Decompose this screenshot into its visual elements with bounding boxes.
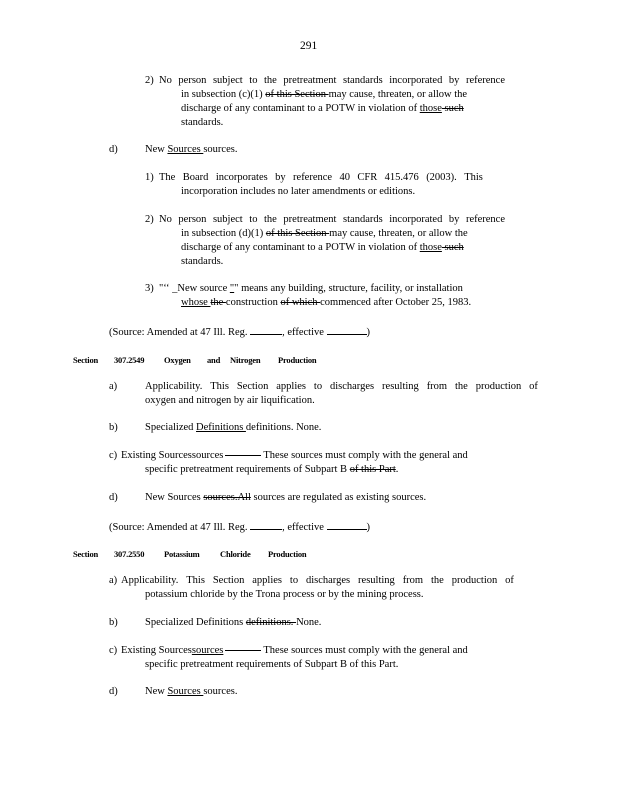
word: from (426, 381, 448, 392)
word: of (529, 381, 538, 392)
word: applies (276, 381, 306, 392)
paragraph-line (181, 296, 471, 309)
section-title-word: Nitrogen (230, 355, 261, 365)
text: " means any building, structure, facility, or installation (234, 283, 463, 294)
text: sources are regulated as existing sources. (250, 492, 427, 503)
section-title-word: Production (278, 355, 317, 365)
paragraph-line (181, 88, 467, 101)
word: discharges (329, 381, 375, 392)
word: Board (182, 172, 209, 183)
section-label: Section (73, 549, 99, 559)
item-label: b) (109, 617, 118, 628)
text: , effective (282, 327, 324, 338)
inserted-text: whose (181, 297, 211, 308)
word: resulting (382, 381, 419, 392)
word: applies (252, 575, 282, 586)
word: Applicability. (145, 381, 203, 392)
section-number: 307.2549 (114, 355, 145, 365)
word: reference (293, 172, 333, 183)
word: Section (236, 381, 269, 392)
text: ) (366, 522, 371, 533)
word: to (249, 75, 258, 86)
em-dash (225, 455, 261, 456)
text: , effective (282, 522, 324, 533)
word: by (448, 214, 460, 225)
word: incorporated (389, 75, 443, 86)
text: (Source: Amended at 47 Ill. Reg. (109, 522, 248, 533)
paragraph-line: potassium chloride by the Trona process or by the mining process. (145, 589, 424, 600)
word: production (451, 575, 498, 586)
text: (Source: Amended at 47 Ill. Reg. (109, 327, 248, 338)
text: . (395, 464, 399, 475)
blank-line (327, 519, 367, 530)
source-note (109, 519, 370, 534)
struck-text: of which (280, 297, 321, 308)
paragraph-line: standards. (181, 117, 224, 128)
item-label: 2) (145, 214, 154, 225)
text: discharge of any contaminant to a POTW in violation of (181, 103, 420, 114)
item-label: d) (109, 492, 118, 503)
text: definitions. None. (245, 422, 322, 433)
text: specific pretreatment requirements of Subpart B (145, 464, 350, 475)
text: construction (225, 297, 281, 308)
paragraph-line: specific pretreatment requirements of Subpart B of this Part. (145, 659, 399, 670)
inserted-text: those (419, 242, 442, 253)
paragraph-line (181, 102, 464, 115)
word: reference (465, 75, 505, 86)
word: (2003). (426, 172, 457, 183)
text: These sources must comply with the general and (263, 450, 468, 461)
struck-text: of this Section (265, 228, 330, 239)
word: the (455, 381, 468, 392)
em-dash (225, 650, 261, 651)
inserted-text: Sources (167, 144, 204, 155)
paragraph-line (159, 213, 505, 226)
paragraph-line: standards. (181, 256, 224, 267)
word: incorporates (215, 172, 268, 183)
text: New Sources (145, 492, 204, 503)
word: production (475, 381, 522, 392)
word: person (178, 214, 207, 225)
word: by (275, 172, 286, 183)
word: by (448, 75, 460, 86)
text: These sources must comply with the general and (263, 645, 468, 656)
word: standards (343, 214, 383, 225)
paragraph-line (121, 644, 468, 657)
word: No (159, 214, 172, 225)
word: subject (212, 75, 243, 86)
text: "‘‘ _New source (159, 283, 230, 294)
text: Existing Sources (121, 645, 192, 656)
blank-line (250, 519, 282, 530)
struck-text: sources.All (203, 492, 251, 503)
struck-text: of this Section (265, 89, 329, 100)
word: the (264, 214, 277, 225)
word: standards (343, 75, 383, 86)
item-label: 3) (145, 283, 154, 294)
paragraph-line (145, 491, 426, 504)
item-label: c) (109, 645, 118, 656)
inserted-text: Sources (167, 686, 204, 697)
page-number: 291 (300, 40, 318, 52)
text: discharge of any contaminant to a POTW in violation of (181, 242, 420, 253)
item-label: b) (109, 422, 118, 433)
struck-text: of this Part (349, 464, 396, 475)
text: in subsection (c)(1) (181, 89, 266, 100)
subsection-d-title (145, 143, 237, 156)
struck-text: such (441, 242, 464, 253)
item-label: c) (109, 450, 118, 461)
section-title-word: Chloride (220, 549, 251, 559)
word: of (505, 575, 514, 586)
section-number: 307.2550 (114, 549, 145, 559)
text: None. (296, 617, 322, 628)
word: pretreatment (283, 75, 337, 86)
source-note (109, 324, 370, 339)
word: subject (212, 214, 243, 225)
word: the (431, 575, 444, 586)
section-title-word: and (207, 355, 221, 365)
text: New (145, 686, 168, 697)
paragraph-line: oxygen and nitrogen by air liquification. (145, 395, 315, 406)
word: discharges (305, 575, 351, 586)
inserted-text: Definitions (196, 422, 246, 433)
word: 415.476 (384, 172, 419, 183)
inserted-text: those (419, 103, 442, 114)
text: in subsection (d)(1) (181, 228, 266, 239)
text: ) (366, 327, 371, 338)
text: Existing Sources (121, 450, 192, 461)
text: may cause, threaten, or allow the (329, 228, 468, 239)
text: Specialized Definitions (145, 617, 246, 628)
word: reference (465, 214, 505, 225)
struck-text: definitions. (245, 617, 297, 628)
inserted-text: " (229, 283, 235, 294)
item-label: a) (109, 575, 118, 586)
word: from (402, 575, 424, 586)
text: sources. (203, 686, 238, 697)
paragraph-line: incorporation includes no later amendments or editions. (181, 186, 416, 197)
text: commenced after October 25, 1983. (320, 297, 472, 308)
struck-text: the (210, 297, 226, 308)
section-label: Section (73, 355, 99, 365)
word: This (464, 172, 483, 183)
item-label: d) (109, 686, 118, 697)
paragraph-line (159, 282, 463, 295)
word: to (313, 381, 323, 392)
paragraph-line (145, 685, 237, 698)
paragraph-line (145, 463, 398, 476)
word: 40 (339, 172, 350, 183)
item-label: a) (109, 381, 118, 392)
word: incorporated (389, 214, 443, 225)
word: This (210, 381, 229, 392)
section-title-word: Oxygen (164, 355, 191, 365)
paragraph-line (181, 241, 464, 254)
text: Specialized (145, 422, 197, 433)
item-label: 2) (145, 75, 154, 86)
item-label: 1) (145, 172, 154, 183)
blank-line (250, 324, 282, 335)
text: New (145, 144, 168, 155)
word: to (289, 575, 299, 586)
paragraph-line (145, 421, 321, 434)
text: may cause, threaten, or allow the (328, 89, 468, 100)
paragraph-line (159, 171, 483, 184)
word: person (178, 75, 207, 86)
word: resulting (358, 575, 395, 586)
word: to (249, 214, 258, 225)
word: The (159, 172, 176, 183)
item-label: d) (109, 144, 118, 155)
paragraph-line (145, 380, 538, 393)
section-title-word: Production (268, 549, 307, 559)
text: sources. (203, 144, 238, 155)
word: Section (212, 575, 245, 586)
inserted-text: sources (191, 645, 224, 656)
struck-text: such (441, 103, 464, 114)
word: Applicability. (121, 575, 179, 586)
text: sources (191, 450, 224, 461)
paragraph-line (181, 227, 468, 240)
word: This (186, 575, 205, 586)
blank-line (327, 324, 367, 335)
word: pretreatment (283, 214, 337, 225)
paragraph-line (121, 449, 468, 462)
section-title-word: Potassium (164, 549, 200, 559)
word: No (159, 75, 172, 86)
word: CFR (357, 172, 378, 183)
paragraph-line (145, 616, 321, 629)
paragraph-line (159, 74, 505, 87)
paragraph-line (121, 574, 514, 587)
word: the (264, 75, 277, 86)
